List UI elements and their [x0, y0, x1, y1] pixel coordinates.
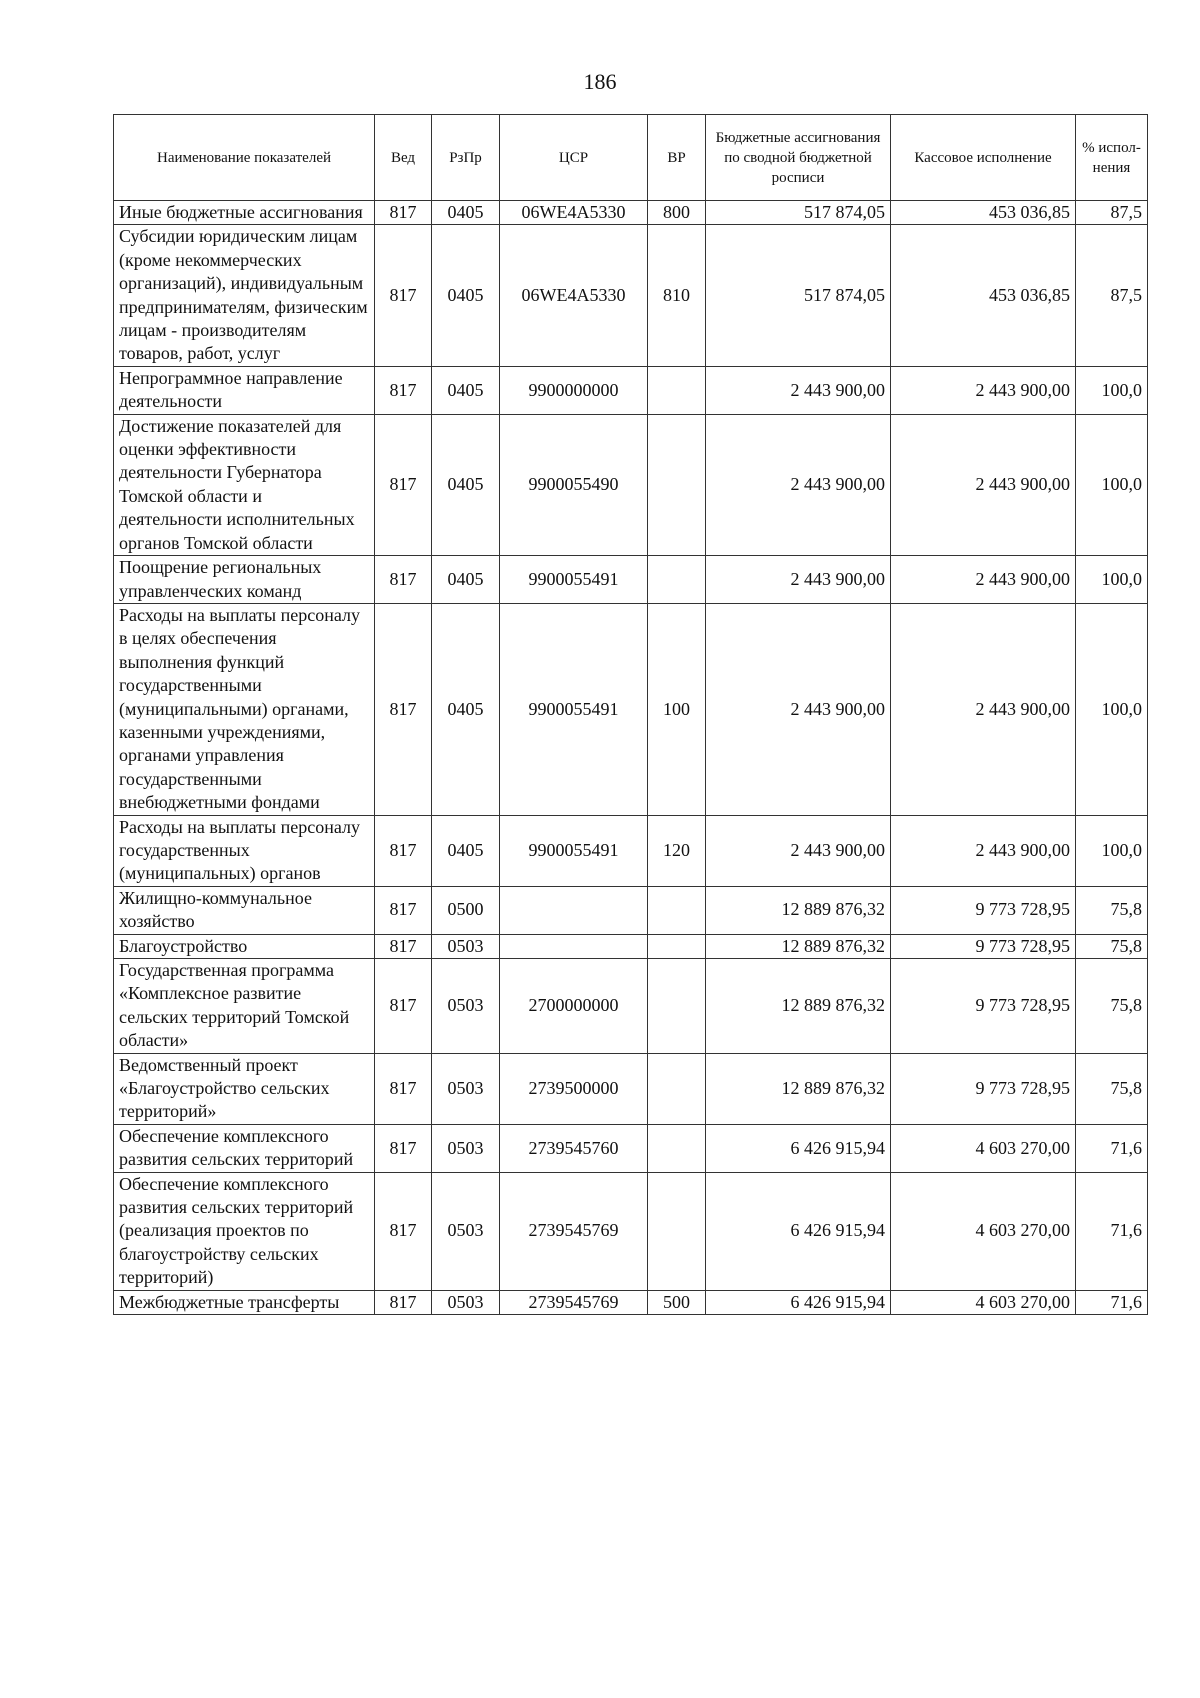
header-cash: Кассовое исполнение [891, 115, 1076, 201]
cell-rzpr: 0503 [432, 1053, 500, 1124]
cell-rzpr: 0503 [432, 1290, 500, 1314]
cell-csr: 2739500000 [500, 1053, 648, 1124]
cell-cash: 2 443 900,00 [891, 603, 1076, 815]
cell-budget: 2 443 900,00 [706, 556, 891, 604]
cell-percent: 75,8 [1076, 934, 1148, 958]
cell-ved: 817 [375, 886, 432, 934]
header-csr: ЦСР [500, 115, 648, 201]
cell-name: Ведомственный проект «Благоустройство сельских территорий» [114, 1053, 375, 1124]
cell-csr: 2739545760 [500, 1124, 648, 1172]
cell-rzpr: 0405 [432, 366, 500, 414]
header-name: Наименование показателей [114, 115, 375, 201]
cell-budget: 2 443 900,00 [706, 603, 891, 815]
cell-vr: 810 [648, 225, 706, 366]
cell-rzpr: 0500 [432, 886, 500, 934]
table-row [114, 1172, 1148, 1290]
cell-vr [648, 556, 706, 604]
cell-csr [500, 934, 648, 958]
cell-percent: 71,6 [1076, 1290, 1148, 1314]
header-rzpr: РзПр [432, 115, 500, 201]
cell-vr [648, 934, 706, 958]
cell-percent: 75,8 [1076, 959, 1148, 1054]
cell-name: Благоустройство [114, 934, 375, 958]
cell-percent: 87,5 [1076, 225, 1148, 366]
cell-budget: 517 874,05 [706, 225, 891, 366]
cell-ved: 817 [375, 1053, 432, 1124]
table-row [114, 366, 1148, 414]
table-row [114, 815, 1148, 886]
cell-csr: 2700000000 [500, 959, 648, 1054]
cell-name: Поощрение региональных управленческих команд [114, 556, 375, 604]
cell-rzpr: 0503 [432, 959, 500, 1054]
cell-budget: 517 874,05 [706, 201, 891, 225]
cell-vr: 100 [648, 603, 706, 815]
cell-ved: 817 [375, 603, 432, 815]
cell-name: Государственная программа «Комплексное развитие сельских территорий Томской области» [114, 959, 375, 1054]
cell-csr: 9900055491 [500, 815, 648, 886]
cell-percent: 75,8 [1076, 1053, 1148, 1124]
cell-vr [648, 1124, 706, 1172]
header-percent: % испол-нения [1076, 115, 1148, 201]
cell-budget: 2 443 900,00 [706, 815, 891, 886]
cell-ved: 817 [375, 1172, 432, 1290]
cell-rzpr: 0503 [432, 1172, 500, 1290]
cell-rzpr: 0503 [432, 1124, 500, 1172]
cell-cash: 9 773 728,95 [891, 934, 1076, 958]
cell-vr: 500 [648, 1290, 706, 1314]
cell-cash: 9 773 728,95 [891, 886, 1076, 934]
cell-csr: 06WE4A5330 [500, 225, 648, 366]
cell-cash: 453 036,85 [891, 225, 1076, 366]
header-budget: Бюджетные ассигнования по сводной бюджетной росписи [706, 115, 891, 201]
cell-cash: 9 773 728,95 [891, 959, 1076, 1054]
cell-ved: 817 [375, 959, 432, 1054]
cell-vr: 120 [648, 815, 706, 886]
cell-ved: 817 [375, 815, 432, 886]
cell-ved: 817 [375, 201, 432, 225]
cell-percent: 100,0 [1076, 414, 1148, 555]
cell-name: Иные бюджетные ассигнования [114, 201, 375, 225]
cell-rzpr: 0503 [432, 934, 500, 958]
table-row [114, 1290, 1148, 1314]
cell-budget: 12 889 876,32 [706, 1053, 891, 1124]
cell-rzpr: 0405 [432, 556, 500, 604]
cell-rzpr: 0405 [432, 414, 500, 555]
cell-rzpr: 0405 [432, 225, 500, 366]
cell-cash: 2 443 900,00 [891, 556, 1076, 604]
cell-vr: 800 [648, 201, 706, 225]
table-row [114, 959, 1148, 1054]
table-row [114, 225, 1148, 366]
cell-csr: 06WE4A5330 [500, 201, 648, 225]
cell-percent: 71,6 [1076, 1172, 1148, 1290]
cell-ved: 817 [375, 1124, 432, 1172]
cell-percent: 87,5 [1076, 201, 1148, 225]
cell-ved: 817 [375, 1290, 432, 1314]
table-row [114, 201, 1148, 225]
table-row [114, 934, 1148, 958]
table-row [114, 414, 1148, 555]
cell-csr: 9900055490 [500, 414, 648, 555]
cell-csr: 2739545769 [500, 1172, 648, 1290]
cell-cash: 2 443 900,00 [891, 366, 1076, 414]
cell-percent: 75,8 [1076, 886, 1148, 934]
budget-execution-table [113, 114, 1148, 1315]
cell-csr: 9900055491 [500, 603, 648, 815]
cell-ved: 817 [375, 414, 432, 555]
cell-name: Межбюджетные трансферты [114, 1290, 375, 1314]
cell-csr: 9900000000 [500, 366, 648, 414]
cell-budget: 12 889 876,32 [706, 959, 891, 1054]
cell-ved: 817 [375, 934, 432, 958]
cell-cash: 4 603 270,00 [891, 1172, 1076, 1290]
cell-cash: 453 036,85 [891, 201, 1076, 225]
cell-name: Достижение показателей для оценки эффективности деятельности Губернатора Томской области и деятельности исполнительных органов Томской области [114, 414, 375, 555]
table-row [114, 1053, 1148, 1124]
table-row [114, 603, 1148, 815]
cell-vr [648, 1053, 706, 1124]
cell-vr [648, 1172, 706, 1290]
cell-vr [648, 414, 706, 555]
page-number: 186 [583, 69, 617, 94]
cell-rzpr: 0405 [432, 201, 500, 225]
cell-ved: 817 [375, 225, 432, 366]
cell-name: Жилищно-коммунальное хозяйство [114, 886, 375, 934]
cell-vr [648, 366, 706, 414]
table-row [114, 886, 1148, 934]
cell-csr: 2739545769 [500, 1290, 648, 1314]
cell-percent: 100,0 [1076, 366, 1148, 414]
cell-ved: 817 [375, 556, 432, 604]
cell-budget: 2 443 900,00 [706, 366, 891, 414]
cell-ved: 817 [375, 366, 432, 414]
cell-name: Расходы на выплаты персоналу в целях обеспечения выполнения функций государственными (муниципальными) органами, казенными учреждениями, органами управления государственными внебюджетными фондами [114, 603, 375, 815]
table-row [114, 1124, 1148, 1172]
cell-budget: 12 889 876,32 [706, 934, 891, 958]
cell-percent: 100,0 [1076, 556, 1148, 604]
cell-budget: 6 426 915,94 [706, 1124, 891, 1172]
cell-name: Обеспечение комплексного развития сельских территорий (реализация проектов по благоустройству сельских территорий) [114, 1172, 375, 1290]
cell-percent: 100,0 [1076, 603, 1148, 815]
cell-name: Расходы на выплаты персоналу государственных (муниципальных) органов [114, 815, 375, 886]
cell-cash: 2 443 900,00 [891, 815, 1076, 886]
header-ved: Вед [375, 115, 432, 201]
cell-rzpr: 0405 [432, 603, 500, 815]
cell-name: Обеспечение комплексного развития сельских территорий [114, 1124, 375, 1172]
cell-csr: 9900055491 [500, 556, 648, 604]
table-header-row [114, 115, 1148, 201]
cell-cash: 4 603 270,00 [891, 1290, 1076, 1314]
cell-percent: 100,0 [1076, 815, 1148, 886]
cell-budget: 6 426 915,94 [706, 1290, 891, 1314]
cell-percent: 71,6 [1076, 1124, 1148, 1172]
cell-cash: 9 773 728,95 [891, 1053, 1076, 1124]
cell-rzpr: 0405 [432, 815, 500, 886]
cell-cash: 2 443 900,00 [891, 414, 1076, 555]
table-row [114, 556, 1148, 604]
cell-budget: 2 443 900,00 [706, 414, 891, 555]
cell-name: Непрограммное направление деятельности [114, 366, 375, 414]
cell-cash: 4 603 270,00 [891, 1124, 1076, 1172]
cell-csr [500, 886, 648, 934]
cell-name: Субсидии юридическим лицам (кроме некоммерческих организаций), индивидуальным предпринимателям, физическим лицам - производителям товаров, работ, услуг [114, 225, 375, 366]
cell-vr [648, 886, 706, 934]
table-body [114, 201, 1148, 1315]
cell-vr [648, 959, 706, 1054]
cell-budget: 12 889 876,32 [706, 886, 891, 934]
header-vr: ВР [648, 115, 706, 201]
cell-budget: 6 426 915,94 [706, 1172, 891, 1290]
